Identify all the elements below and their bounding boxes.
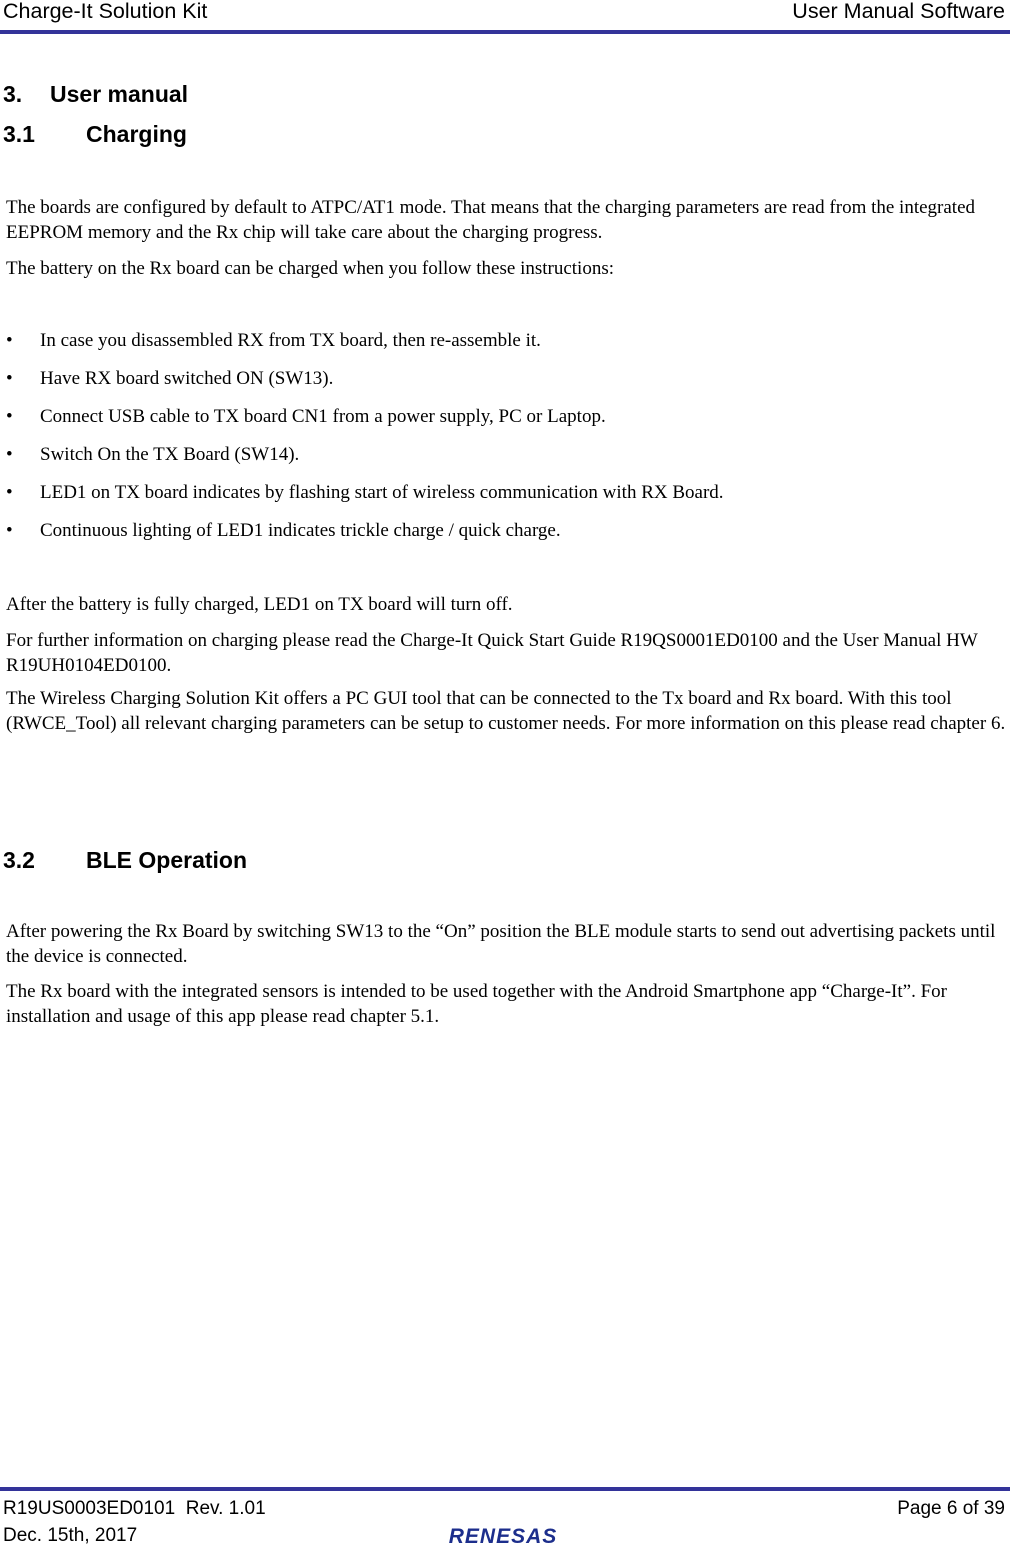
section-3-2-heading bbox=[3, 847, 247, 874]
paragraph: After powering the Rx Board by switching SW13 to the “On” position the BLE module starts to send out advertising packets until the device is connected. bbox=[6, 921, 996, 967]
bullet-icon: • bbox=[6, 368, 13, 389]
renesas-logo bbox=[428, 1523, 578, 1547]
paragraph: The battery on the Rx board can be charged when you follow these instructions: bbox=[6, 258, 615, 279]
section-3-1-title: Charging bbox=[86, 121, 187, 147]
header-title: Charge-It Solution Kit bbox=[3, 0, 208, 23]
paragraph: The boards are configured by default to ATPC/AT1 mode. That means that the charging parameters are read from the integrated EEPROM memory and the Rx chip will take care about the charging progress. bbox=[6, 197, 976, 243]
paragraph: The Wireless Charging Solution Kit offers a PC GUI tool that can be connected to the Tx board and Rx board. With this tool (RWCE_Tool) all relevant charging parameters can be setup to customer needs. For more information on this please read chapter 6. bbox=[6, 688, 1006, 734]
section-3-2-title: BLE Operation bbox=[86, 847, 248, 873]
section-3-1-number: 3.1 bbox=[3, 121, 35, 147]
document-date: Dec. 15th, 2017 bbox=[3, 1525, 138, 1546]
section-3-number: 3. bbox=[3, 81, 23, 107]
bullet-icon: • bbox=[6, 444, 13, 465]
section-3-1-heading bbox=[3, 121, 187, 148]
bullet-icon: • bbox=[6, 330, 13, 351]
document-id: R19US0003ED0101 Rev. 1.01 bbox=[3, 1498, 266, 1519]
list-item: • Connect USB cable to TX board CN1 from a power supply, PC or Laptop. bbox=[6, 406, 606, 427]
list-item: • Have RX board switched ON (SW13). bbox=[6, 368, 334, 389]
logo-text: RENESAS bbox=[448, 1525, 558, 1547]
page-header bbox=[0, 0, 1010, 34]
list-item: • Continuous lighting of LED1 indicates trickle charge / quick charge. bbox=[6, 520, 561, 541]
bullet-icon: • bbox=[6, 482, 13, 503]
bullet-icon: • bbox=[6, 406, 13, 427]
section-3-heading bbox=[3, 81, 188, 108]
header-doc-type: User Manual Software bbox=[792, 0, 1005, 23]
section-3-title: User manual bbox=[50, 81, 189, 107]
section-3-2-number: 3.2 bbox=[3, 847, 35, 873]
paragraph: After the battery is fully charged, LED1 on TX board will turn off. bbox=[6, 594, 513, 615]
page-footer bbox=[0, 1487, 1010, 1554]
paragraph: The Rx board with the integrated sensors is intended to be used together with the Android Smartphone app “Charge-It”. For installation and usage of this app please read chapter 5.1. bbox=[6, 981, 947, 1027]
paragraph: For further information on charging please read the Charge-It Quick Start Guide R19QS0001ED0100 and the User Manual HW R19UH0104ED0100. bbox=[6, 630, 978, 676]
instruction-list bbox=[6, 328, 724, 556]
list-item: • Switch On the TX Board (SW14). bbox=[6, 444, 300, 465]
list-item: • LED1 on TX board indicates by flashing start of wireless communication with RX Board. bbox=[6, 482, 724, 503]
list-item: • In case you disassembled RX from TX board, then re-assemble it. bbox=[6, 330, 541, 351]
page-number: Page 6 of 39 bbox=[897, 1498, 1005, 1519]
bullet-icon: • bbox=[6, 520, 13, 541]
